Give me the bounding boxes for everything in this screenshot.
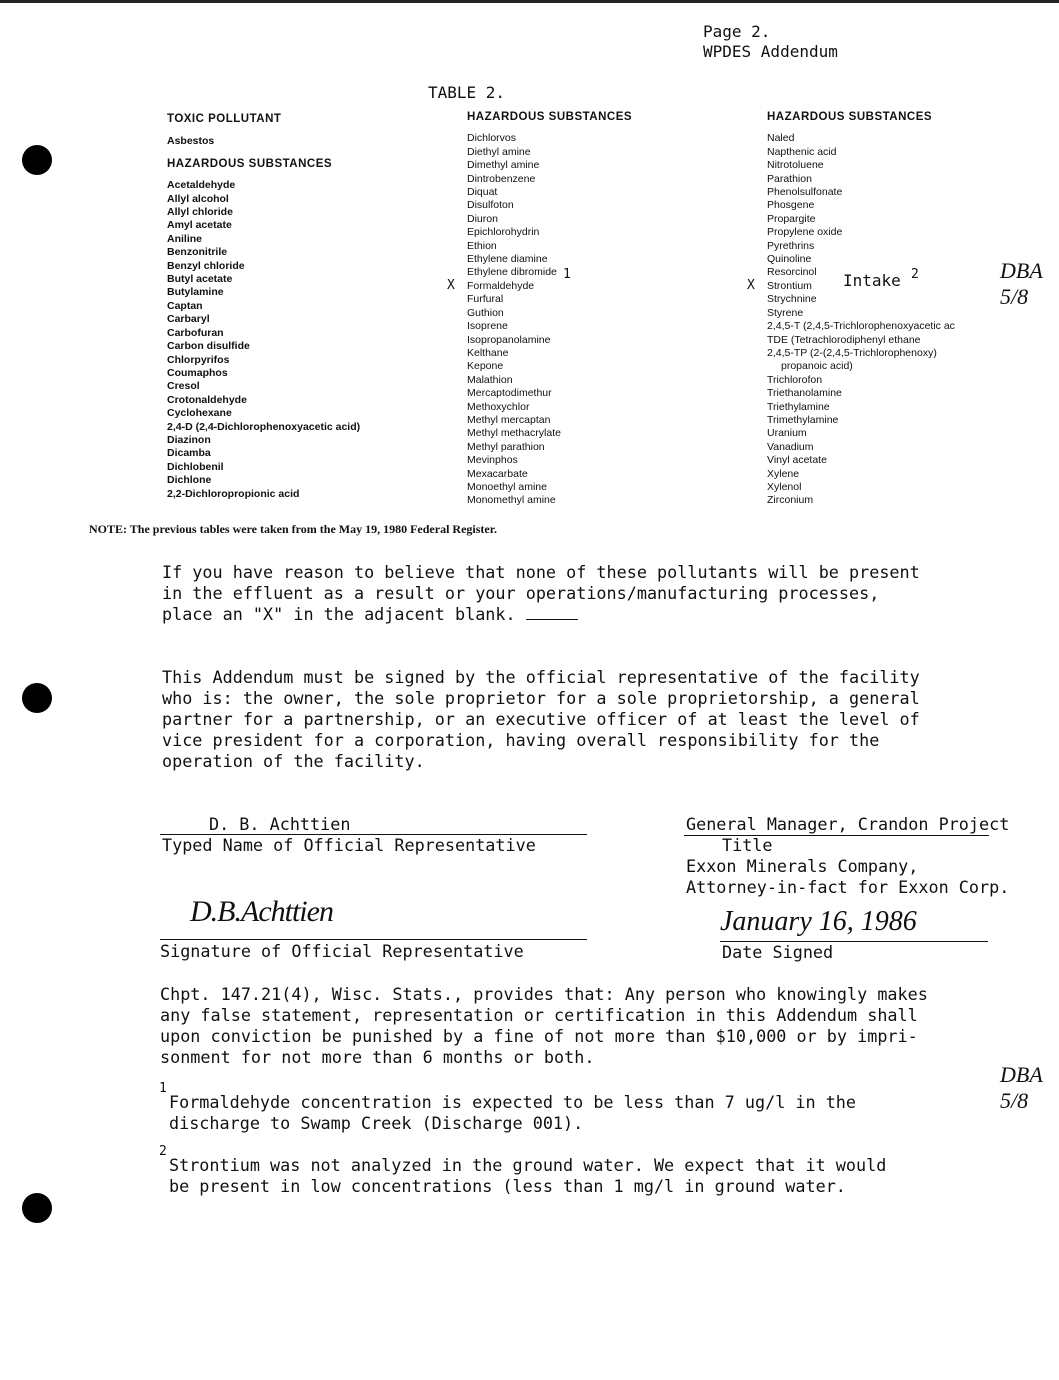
- substance-item: Strychnine: [767, 293, 817, 306]
- table-column-2: [447, 111, 633, 508]
- substance-item: Coumaphos: [167, 366, 228, 379]
- substance-item: Epichlorohydrin: [467, 226, 540, 239]
- substance-item: Isoprene: [467, 320, 508, 333]
- signature-line: [160, 939, 587, 940]
- substance-item: Isopropanolamine: [467, 333, 551, 346]
- substance-item: Triethylamine: [767, 400, 830, 413]
- substance-item: 2,4-D (2,4-Dichlorophenoxyacetic acid): [167, 420, 361, 433]
- substance-item: Vinyl acetate: [767, 454, 827, 467]
- substance-item: Formaldehyde: [467, 279, 535, 292]
- footnote-2: Strontium was not analyzed in the ground water. We expect that it would be present in low concentrations (less than 1 mg/l in ground water.: [169, 1155, 887, 1196]
- substance-item: Methyl parathion: [467, 440, 545, 453]
- substance-item: Dichlone: [167, 474, 212, 487]
- substance-item: Strontium: [767, 279, 812, 292]
- substance-item: Vanadium: [767, 440, 814, 453]
- page-subtitle: WPDES Addendum: [703, 42, 838, 61]
- substance-item: Dintrobenzene: [467, 172, 536, 185]
- footnote-1-mark: 1: [159, 1081, 167, 1096]
- substance-item: Zirconium: [767, 494, 814, 507]
- substance-item: Trimethylamine: [767, 413, 839, 426]
- substance-item: Dichlorvos: [467, 132, 517, 145]
- substance-item: Dicamba: [167, 447, 211, 460]
- substance-item: Diuron: [467, 212, 498, 225]
- table-column-1: [167, 113, 360, 501]
- typed-name-value: D. B. Achttien: [209, 814, 351, 834]
- column-heading: HAZARDOUS SUBSTANCES: [467, 111, 633, 123]
- x-check-mark: X: [747, 277, 755, 293]
- substance-item: Carbon disulfide: [167, 340, 250, 353]
- title-value: General Manager, Crandon Project: [686, 814, 1010, 834]
- substance-item: TDE (Tetrachlorodiphenyl ethane: [767, 333, 921, 346]
- substance-item: Mevinphos: [467, 454, 518, 467]
- substance-item: Resorcinol: [767, 266, 817, 279]
- substance-item: Acetaldehyde: [167, 179, 236, 192]
- binder-hole-bottom: [22, 1193, 52, 1223]
- substance-item: Captan: [167, 299, 203, 312]
- substance-item: Disulfoton: [467, 199, 514, 212]
- substance-item: Malathion: [467, 373, 513, 386]
- substance-item: Ethion: [467, 239, 497, 252]
- statute-paragraph: Chpt. 147.21(4), Wisc. Stats., provides that: Any person who knowingly makes any false statement, representation or certification in this Addendum shall upon conviction be punished by a fine of not more than $10,000 or by impri- sonment for not more than 6 months or both.: [160, 984, 928, 1067]
- column-heading: HAZARDOUS SUBSTANCES: [767, 111, 933, 123]
- substance-item: Methyl mercaptan: [467, 413, 551, 426]
- toxic-item: Asbestos: [167, 135, 215, 148]
- substance-item: propanoic acid): [781, 360, 853, 373]
- typed-name-label: Typed Name of Official Representative: [162, 835, 536, 855]
- page-number: Page 2.: [703, 22, 771, 41]
- substance-item: Phosgene: [767, 199, 815, 212]
- substance-item: Carbaryl: [167, 313, 210, 326]
- substance-item: Allyl alcohol: [167, 192, 229, 205]
- substance-item: Ethylene diamine: [467, 253, 548, 266]
- substance-item: Methyl methacrylate: [467, 427, 561, 440]
- x-blank-field[interactable]: [526, 605, 578, 620]
- substance-item: Ethylene dibromide: [467, 266, 557, 279]
- substance-item: Napthenic acid: [767, 145, 837, 158]
- footnote-reference: 2: [911, 266, 919, 282]
- substance-item: Phenolsulfonate: [767, 186, 843, 199]
- date-label: Date Signed: [722, 942, 834, 962]
- table-title: TABLE 2.: [428, 83, 506, 102]
- substance-item: 2,4,5-TP (2-(2,4,5-Trichlorophenoxy): [767, 346, 937, 359]
- substance-item: Xylenol: [767, 480, 802, 493]
- substance-item: Kelthane: [467, 346, 509, 359]
- substance-item: Styrene: [767, 306, 804, 319]
- substance-item: Nitrotoluene: [767, 159, 824, 172]
- substance-item: Cyclohexane: [167, 407, 232, 420]
- substance-item: Guthion: [467, 306, 504, 319]
- instruction-paragraph: If you have reason to believe that none of these pollutants will be present in the effluent as a result or your operations/manufacturing processes, place an "X" in the adjacent blank.: [162, 562, 920, 624]
- substance-item: Triethanolamine: [767, 387, 842, 400]
- substance-item: Diquat: [467, 186, 498, 199]
- substance-item: Monomethyl amine: [467, 494, 556, 507]
- substance-item: Xylene: [767, 467, 800, 480]
- substance-item: Butyl acetate: [167, 273, 233, 286]
- column-heading: TOXIC POLLUTANT: [167, 113, 282, 125]
- substance-item: Aniline: [167, 232, 203, 245]
- substance-item: Dimethyl amine: [467, 159, 540, 172]
- signatory-paragraph: This Addendum must be signed by the official representative of the facility who is: the owner, the sole proprietor for a sole proprietorship, a general partner for a partnership, or an executive officer of at least the level of vice president for a corporation, having overall responsibility for the operation of the facility.: [162, 667, 920, 771]
- substance-item: 2,4,5-T (2,4,5-Trichlorophenoxyacetic ac: [767, 320, 955, 333]
- company-line-2: Attorney-in-fact for Exxon Corp.: [686, 877, 1010, 897]
- substance-item: Benzonitrile: [167, 246, 228, 259]
- substance-item: Mercaptodimethur: [467, 387, 552, 400]
- substance-item: Carbofuran: [167, 326, 224, 339]
- footnote-1: Formaldehyde concentration is expected to be less than 7 ug/l in the discharge to Swamp Creek (Discharge 001).: [169, 1092, 857, 1133]
- company-line-1: Exxon Minerals Company,: [686, 856, 919, 876]
- substance-item: Amyl acetate: [167, 219, 232, 232]
- substance-item: Pyrethrins: [767, 239, 815, 252]
- substance-item: Crotonaldehyde: [167, 393, 247, 406]
- binder-hole-middle: [22, 683, 52, 713]
- table-column-3: [747, 111, 955, 508]
- substance-item: Mexacarbate: [467, 467, 528, 480]
- footnote-reference: 1: [563, 266, 571, 282]
- handwritten-date: January 16, 1986: [720, 906, 917, 937]
- table-source-note: NOTE: The previous tables were taken from the May 19, 1980 Federal Register.: [89, 522, 497, 536]
- substance-item: Monoethyl amine: [467, 480, 547, 493]
- substance-item: Diethyl amine: [467, 145, 531, 158]
- margin-initials-top: DBA 5/8: [1000, 258, 1043, 309]
- substance-item: Propargite: [767, 212, 816, 225]
- intake-note: Intake: [843, 270, 901, 290]
- substance-item: Diazinon: [167, 433, 211, 446]
- substance-item: Kepone: [467, 360, 504, 373]
- signature-label: Signature of Official Representative: [160, 941, 524, 961]
- margin-initials-bottom: DBA 5/8: [1000, 1062, 1043, 1113]
- binder-hole-top: [22, 145, 52, 175]
- page-top-edge: [0, 0, 1059, 3]
- substance-item: Cresol: [167, 380, 200, 393]
- substance-item: Benzyl chloride: [167, 259, 245, 272]
- substance-item: Allyl chloride: [167, 206, 233, 219]
- substance-item: Naled: [767, 132, 795, 145]
- substance-item: Propylene oxide: [767, 226, 843, 239]
- substance-item: Butylamine: [167, 286, 224, 299]
- title-label: Title: [722, 835, 773, 855]
- substance-item: Quinoline: [767, 253, 812, 266]
- column-subheading: HAZARDOUS SUBSTANCES: [167, 157, 333, 170]
- substance-item: Furfural: [467, 293, 504, 306]
- footnote-2-mark: 2: [159, 1144, 167, 1159]
- x-check-mark: X: [447, 277, 455, 293]
- substance-item: Trichlorofon: [767, 373, 823, 386]
- substance-item: Dichlobenil: [167, 460, 224, 473]
- substance-item: Parathion: [767, 172, 812, 185]
- substance-item: Methoxychlor: [467, 400, 530, 413]
- substance-item: Uranium: [767, 427, 807, 440]
- substance-item: 2,2-Dichloropropionic acid: [167, 487, 300, 500]
- substance-item: Chlorpyrifos: [167, 353, 230, 366]
- handwritten-signature: D.B.Achttien: [190, 895, 333, 928]
